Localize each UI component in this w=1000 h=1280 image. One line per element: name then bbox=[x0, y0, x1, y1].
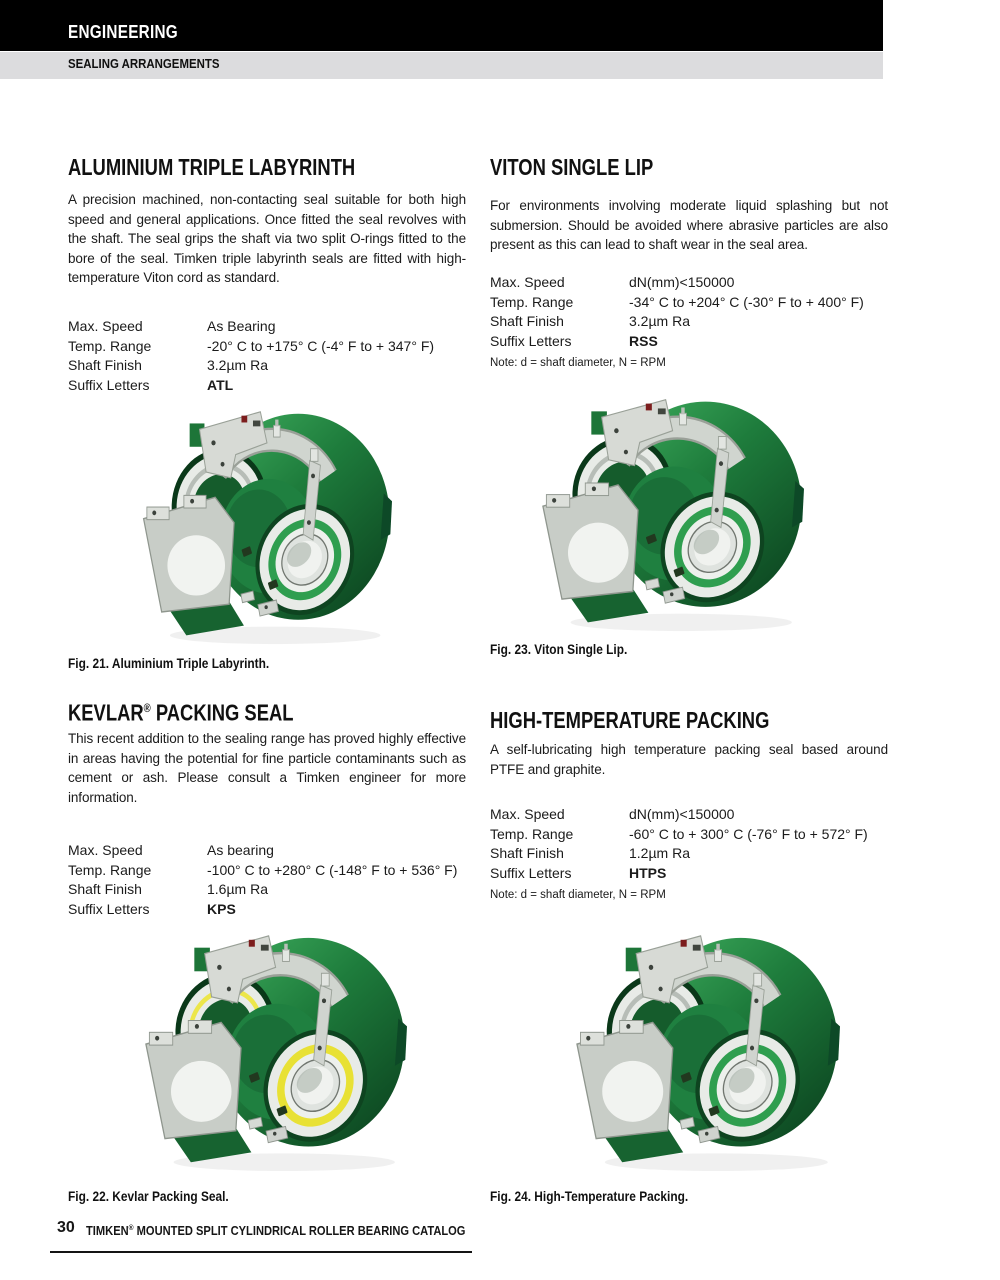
spec-label: Shaft Finish bbox=[68, 357, 142, 373]
spec-label: Suffix Letters bbox=[68, 900, 150, 917]
registered-mark: ® bbox=[128, 1223, 134, 1232]
spec-row-suffix-letters bbox=[490, 332, 864, 352]
spec-note-viton: Note: d = shaft diameter, N = RPM bbox=[490, 357, 666, 369]
spec-value: 1.6µm Ra bbox=[207, 881, 268, 897]
spec-row-suffix-letters bbox=[68, 376, 434, 396]
spec-row-shaft-finish bbox=[68, 880, 457, 900]
spec-row-max-speed bbox=[490, 273, 864, 293]
spec-value: -60° C to + 300° C (-76° F to + 572° F) bbox=[629, 825, 868, 842]
caption-fig-23: Fig. 23. Viton Single Lip. bbox=[490, 641, 628, 657]
section-title-high-temperature-packing: HIGH-TEMPERATURE PACKING bbox=[490, 707, 770, 733]
spec-label: Shaft Finish bbox=[490, 313, 564, 329]
spec-label: Max. Speed bbox=[490, 806, 565, 822]
section-body-aluminium-triple-labyrinth: A precision machined, non-contacting seal suitable for both high speed and general applications. Once fitted the seal revolves with the shaft. The seal grips the shaft via two split O-rings fitted to the bore of the seal. Timken triple labyrinth seals are fitted with high-temperature Viton cord as standard. bbox=[68, 192, 466, 285]
figure-high-temperature-packing bbox=[570, 928, 840, 1174]
bearing-seal-illustration bbox=[570, 928, 840, 1174]
spec-note-high-temperature: Note: d = shaft diameter, N = RPM bbox=[490, 889, 666, 901]
registered-mark: ® bbox=[143, 701, 151, 715]
spec-label: Suffix Letters bbox=[68, 376, 150, 393]
spec-value: 3.2µm Ra bbox=[207, 357, 268, 373]
spec-value: HTPS bbox=[629, 864, 667, 881]
caption-fig-21: Fig. 21. Aluminium Triple Labyrinth. bbox=[68, 655, 270, 671]
title-text: KEVLAR bbox=[68, 699, 144, 726]
spec-label: Suffix Letters bbox=[490, 332, 572, 349]
spec-value: -20° C to +175° C (-4° F to + 347° F) bbox=[207, 337, 435, 354]
footer-rule bbox=[50, 1251, 472, 1253]
bearing-seal-illustration bbox=[139, 928, 407, 1174]
title-text: PACKING SEAL bbox=[150, 699, 294, 726]
spec-label: Shaft Finish bbox=[490, 845, 564, 861]
page-number: 30 bbox=[57, 1219, 75, 1236]
spec-label: Shaft Finish bbox=[68, 881, 142, 897]
spec-table-kevlar-packing-seal bbox=[68, 841, 457, 919]
spec-table-aluminium-triple-labyrinth bbox=[68, 317, 434, 395]
spec-value: KPS bbox=[207, 900, 236, 917]
section-body-viton-single-lip: For environments involving moderate liquid splashing but not submersion. Should be avoided where abrasive particles are also present as this can lead to shaft wear in the seal area. bbox=[490, 198, 888, 252]
spec-label: Max. Speed bbox=[490, 274, 565, 290]
spec-value: 3.2µm Ra bbox=[629, 313, 690, 329]
spec-value: ATL bbox=[207, 376, 234, 393]
spec-row-shaft-finish bbox=[490, 844, 868, 864]
section-title-kevlar-packing-seal bbox=[68, 697, 294, 725]
spec-value: As Bearing bbox=[207, 318, 276, 334]
spec-row-suffix-letters bbox=[490, 864, 868, 884]
spec-label: Max. Speed bbox=[68, 318, 143, 334]
spec-row-max-speed bbox=[68, 317, 434, 337]
spec-value: -100° C to +280° C (-148° F to + 536° F) bbox=[207, 861, 458, 878]
figure-aluminium-triple-labyrinth bbox=[137, 404, 392, 647]
spec-label: Max. Speed bbox=[68, 842, 143, 858]
spec-row-temp-range bbox=[490, 293, 864, 313]
footer-label bbox=[86, 1224, 465, 1238]
section-body-kevlar-packing-seal: This recent addition to the sealing range has proved highly effective in areas having the potential for fine particle contaminants such as cement or ash. Please consult a Timken engineer for more information. bbox=[68, 731, 466, 805]
caption-fig-24: Fig. 24. High-Temperature Packing. bbox=[490, 1188, 689, 1204]
spec-value: dN(mm)<150000 bbox=[629, 806, 735, 822]
section-body-high-temperature-packing: A self-lubricating high temperature packing seal based around PTFE and graphite. bbox=[490, 742, 888, 777]
spec-value: RSS bbox=[629, 332, 658, 349]
section-label: SEALING ARRANGEMENTS bbox=[68, 56, 220, 71]
spec-row-shaft-finish bbox=[68, 356, 434, 376]
spec-table-high-temperature-packing bbox=[490, 805, 868, 883]
spec-value: dN(mm)<150000 bbox=[629, 274, 735, 290]
spec-row-max-speed bbox=[490, 805, 868, 825]
caption-fig-22: Fig. 22. Kevlar Packing Seal. bbox=[68, 1188, 229, 1204]
page-kicker: ENGINEERING bbox=[68, 22, 178, 42]
spec-row-max-speed bbox=[68, 841, 457, 861]
spec-row-temp-range bbox=[68, 861, 457, 881]
footer-brand: TIMKEN bbox=[86, 1224, 129, 1239]
figure-kevlar-packing-seal bbox=[139, 928, 407, 1174]
spec-row-shaft-finish bbox=[490, 312, 864, 332]
spec-value: 1.2µm Ra bbox=[629, 845, 690, 861]
spec-label: Temp. Range bbox=[68, 861, 152, 878]
spec-label: Suffix Letters bbox=[490, 864, 572, 881]
bearing-seal-illustration bbox=[536, 392, 804, 634]
spec-row-temp-range bbox=[68, 337, 434, 357]
spec-row-temp-range bbox=[490, 825, 868, 845]
figure-viton-single-lip bbox=[536, 392, 804, 634]
spec-row-suffix-letters bbox=[68, 900, 457, 920]
section-title-aluminium-triple-labyrinth: ALUMINIUM TRIPLE LABYRINTH bbox=[68, 154, 356, 180]
spec-value: -34° C to +204° C (-30° F to + 400° F) bbox=[629, 293, 864, 310]
spec-table-viton-single-lip bbox=[490, 273, 864, 351]
section-title-viton-single-lip: VITON SINGLE LIP bbox=[490, 154, 654, 180]
spec-label: Temp. Range bbox=[68, 337, 152, 354]
footer-text: MOUNTED SPLIT CYLINDRICAL ROLLER BEARING CATALOG bbox=[133, 1224, 466, 1239]
spec-label: Temp. Range bbox=[490, 293, 574, 310]
bearing-seal-illustration bbox=[137, 404, 392, 647]
spec-label: Temp. Range bbox=[490, 825, 574, 842]
spec-value: As bearing bbox=[207, 842, 274, 858]
